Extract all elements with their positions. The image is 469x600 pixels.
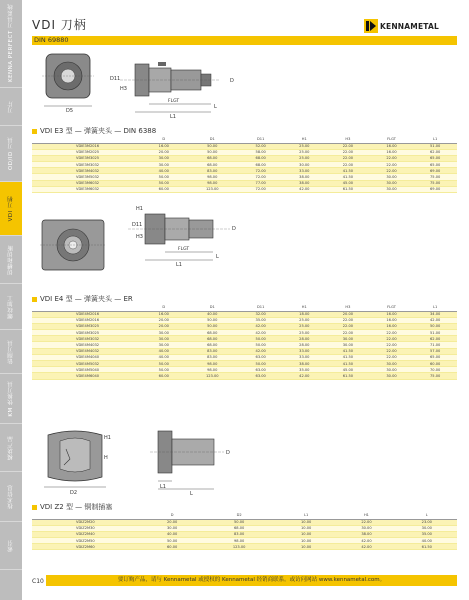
part-number-cell: VDIE3M3032 xyxy=(32,162,142,168)
dimension-cell: 68.00 xyxy=(202,525,276,531)
dimension-cell: 83.00 xyxy=(202,531,276,537)
dimension-cell: 25.00 xyxy=(283,323,327,329)
part-number-cell: VDIZ2M40 xyxy=(32,531,142,537)
svg-text:D5: D5 xyxy=(66,108,74,114)
dimension-cell: 42.00 xyxy=(239,348,283,354)
dimension-cell: 75.00 xyxy=(413,373,457,379)
table-row xyxy=(32,544,457,550)
dimension-cell: 50.00 xyxy=(239,336,283,342)
dimension-cell: 20.00 xyxy=(142,317,186,323)
dimension-cell: 30.00 xyxy=(397,525,457,531)
dimension-cell: 38.00 xyxy=(283,174,327,180)
dimension-cell: 68.00 xyxy=(186,330,239,336)
svg-text:D: D xyxy=(230,78,234,84)
side-tab-inserts[interactable] xyxy=(0,88,22,126)
dimension-cell: 50.00 xyxy=(142,174,186,180)
column-header: D11 xyxy=(239,136,283,143)
dimension-cell: 68.00 xyxy=(186,155,239,161)
dimension-cell: 30.00 xyxy=(326,336,370,342)
dimension-cell: 65.00 xyxy=(413,354,457,360)
dimension-cell: 123.00 xyxy=(186,186,239,192)
part-number-cell: VDIE4M4032 xyxy=(32,342,142,348)
dimension-cell: 20.00 xyxy=(142,323,186,329)
dimension-cell: 22.00 xyxy=(326,143,370,149)
dimension-cell: 75.00 xyxy=(413,174,457,180)
table-header-row xyxy=(32,304,457,311)
dimension-cell: 30.00 xyxy=(142,330,186,336)
dimension-cell: 42.00 xyxy=(283,186,327,192)
dimension-cell: 50.00 xyxy=(239,342,283,348)
dimension-cell: 38.00 xyxy=(283,361,327,367)
dimension-cell: 30.00 xyxy=(370,373,414,379)
dimension-cell: 22.00 xyxy=(326,323,370,329)
dimension-cell: 30.00 xyxy=(142,342,186,348)
svg-text:L1: L1 xyxy=(160,484,166,490)
dimension-cell: 98.00 xyxy=(186,361,239,367)
part-number-cell: VDIE4M3025 xyxy=(32,323,142,329)
part-number-cell: VDIZ2M20 xyxy=(32,519,142,525)
dimension-cell: 98.00 xyxy=(186,367,239,373)
svg-text:D: D xyxy=(232,226,236,232)
dimension-cell: 60.00 xyxy=(413,361,457,367)
dimension-cell: 18.00 xyxy=(283,311,327,317)
dimension-cell: 63.00 xyxy=(239,354,283,360)
svg-text:D: D xyxy=(226,450,230,456)
dimension-cell: 10.00 xyxy=(276,538,336,544)
dimension-cell: 22.00 xyxy=(326,149,370,155)
table-header-row xyxy=(32,512,457,519)
dimension-cell: 50.00 xyxy=(142,180,186,186)
column-header: FLGT xyxy=(370,136,414,143)
dimension-cell: 42.00 xyxy=(283,373,327,379)
column-header: H3 xyxy=(326,304,370,311)
dimension-cell: 41.50 xyxy=(326,361,370,367)
dimension-cell: 20.00 xyxy=(142,149,186,155)
side-tab-label: KENNA PERFECT 刀具系统 xyxy=(8,4,14,83)
dimension-cell: 65.00 xyxy=(413,162,457,168)
dimension-cell: 30.00 xyxy=(336,525,396,531)
dimension-cell: 32.00 xyxy=(239,311,283,317)
dimension-cell: 41.50 xyxy=(326,168,370,174)
svg-text:D11: D11 xyxy=(110,76,121,82)
section-marker-icon xyxy=(32,297,37,302)
dimension-cell: 10.00 xyxy=(276,525,336,531)
dimension-cell: 22.00 xyxy=(326,317,370,323)
dimension-cell: 40.00 xyxy=(142,348,186,354)
logo-wordmark: KENNAMETAL xyxy=(380,21,439,31)
dimension-cell: 25.00 xyxy=(283,317,327,323)
dimension-cell: 30.00 xyxy=(283,162,327,168)
svg-text:H: H xyxy=(104,455,108,461)
dimension-cell: 42.00 xyxy=(336,538,396,544)
dimension-cell: 50.00 xyxy=(186,143,239,149)
kennametal-logo-icon xyxy=(364,19,378,33)
dimension-cell: 16.00 xyxy=(370,323,414,329)
dimension-cell: 10.00 xyxy=(276,531,336,537)
column-header: L xyxy=(397,512,457,519)
dimension-cell: 10.00 xyxy=(276,519,336,525)
svg-text:H3: H3 xyxy=(136,234,143,240)
dimension-cell: 25.00 xyxy=(283,149,327,155)
part-number-cell: VDIE4M4032 xyxy=(32,348,142,354)
column-header: L1 xyxy=(276,512,336,519)
section-marker-icon xyxy=(32,129,37,134)
dimension-cell: 61.50 xyxy=(326,186,370,192)
dimension-cell: 25.00 xyxy=(283,330,327,336)
brand-logo xyxy=(364,18,439,34)
part-number-cell: VDIE4M2016 xyxy=(32,317,142,323)
dimension-cell: 50.00 xyxy=(186,317,239,323)
dimension-cell: 30.00 xyxy=(326,342,370,348)
dimension-cell: 72.00 xyxy=(239,186,283,192)
dimension-cell: 68.00 xyxy=(239,155,283,161)
dimension-cell: 30.00 xyxy=(370,367,414,373)
column-header xyxy=(32,136,142,143)
dimension-cell: 33.00 xyxy=(283,354,327,360)
z2-plug-drawing xyxy=(40,425,250,495)
side-tab-label: VDI 刀柄 xyxy=(8,195,14,222)
dimension-cell: 35.00 xyxy=(397,531,457,537)
dimension-cell: 16.00 xyxy=(142,143,186,149)
dimension-cell: 123.00 xyxy=(186,373,239,379)
dimension-cell: 69.00 xyxy=(413,186,457,192)
dimension-cell: 60.00 xyxy=(142,373,186,379)
side-tab-label: OD/ID 刀具 xyxy=(8,136,14,171)
dimension-cell: 61.50 xyxy=(326,373,370,379)
dimension-cell: 40.00 xyxy=(142,168,186,174)
section-title-e3 xyxy=(32,126,156,136)
dimension-cell: 75.00 xyxy=(413,180,457,186)
side-tab-index[interactable] xyxy=(0,522,22,570)
side-tab-technical[interactable] xyxy=(0,472,22,522)
dimension-cell: 22.00 xyxy=(370,342,414,348)
side-navigation xyxy=(0,0,22,600)
part-number-cell: VDIZ2M60 xyxy=(32,544,142,550)
side-tab-grooving[interactable] xyxy=(0,236,22,284)
footer-contact-bar: 要订购产品，请与 Kennametal 或授权的 Kennametal 经销商联系。或访问网站 www.kennametal.com。 xyxy=(46,575,457,586)
dimension-cell: 16.00 xyxy=(142,311,186,317)
column-header: D1 xyxy=(186,136,239,143)
svg-text:D11: D11 xyxy=(132,222,143,228)
section-title-z2 xyxy=(32,502,112,512)
dimension-cell: 28.00 xyxy=(283,336,327,342)
column-header: L1 xyxy=(413,304,457,311)
dimension-cell: 22.00 xyxy=(336,519,396,525)
dimension-cell: 16.00 xyxy=(370,149,414,155)
dimension-cell: 30.00 xyxy=(370,186,414,192)
dimension-cell: 22.00 xyxy=(370,354,414,360)
dimension-cell: 65.00 xyxy=(413,155,457,161)
dimension-cell: 42.00 xyxy=(239,323,283,329)
side-tab-label: KM 快换刀具 xyxy=(8,380,14,417)
column-header: H1 xyxy=(336,512,396,519)
e3-spec-table xyxy=(32,136,457,193)
dimension-cell: 41.50 xyxy=(326,354,370,360)
side-tab-od-id[interactable] xyxy=(0,126,22,182)
svg-text:H1: H1 xyxy=(136,206,143,212)
dimension-cell: 28.00 xyxy=(283,342,327,348)
dimension-cell: 68.00 xyxy=(186,342,239,348)
side-tab-drilling[interactable] xyxy=(0,330,22,374)
dimension-cell: 16.00 xyxy=(370,317,414,323)
dimension-cell: 50.00 xyxy=(239,361,283,367)
dimension-cell: 77.00 xyxy=(239,180,283,186)
dimension-cell: 60.00 xyxy=(142,186,186,192)
dimension-cell: 68.00 xyxy=(239,162,283,168)
svg-text:H1: H1 xyxy=(104,435,111,441)
svg-text:FLGT: FLGT xyxy=(178,247,190,252)
dimension-cell: 40.00 xyxy=(142,531,202,537)
dimension-cell: 83.00 xyxy=(186,168,239,174)
dimension-cell: 25.00 xyxy=(283,155,327,161)
dimension-cell: 40.00 xyxy=(142,354,186,360)
dimension-cell: 16.00 xyxy=(370,311,414,317)
e3-holder-drawing xyxy=(40,50,250,122)
svg-text:L: L xyxy=(190,491,193,495)
part-number-cell: VDIE4M3032 xyxy=(32,336,142,342)
column-header: D1 xyxy=(186,304,239,311)
e4-spec-table xyxy=(32,304,457,380)
din-standard-bar: DIN 69880 xyxy=(32,36,457,45)
dimension-cell: 34.00 xyxy=(413,311,457,317)
column-header xyxy=(32,512,142,519)
section-title-text: VDI Z2 型 — 铜制插塞 xyxy=(40,503,113,511)
part-number-cell: VDIE3M5032 xyxy=(32,174,142,180)
dimension-cell: 98.00 xyxy=(186,174,239,180)
section-title-text: VDI E3 型 — 弹簧夹头 — DIN 6388 xyxy=(40,127,157,135)
part-number-cell: VDIE3M6032 xyxy=(32,186,142,192)
dimension-cell: 20.00 xyxy=(142,519,202,525)
dimension-cell: 72.00 xyxy=(239,168,283,174)
dimension-cell: 30.00 xyxy=(142,336,186,342)
dimension-cell: 42.00 xyxy=(239,330,283,336)
dimension-cell: 51.00 xyxy=(413,143,457,149)
table-header-row xyxy=(32,136,457,143)
dimension-cell: 30.00 xyxy=(370,174,414,180)
side-tab-label: 钻削刀具 xyxy=(8,339,14,364)
table-row xyxy=(32,186,457,192)
side-tab-modular[interactable] xyxy=(0,424,22,472)
part-number-cell: VDIE3M3025 xyxy=(32,155,142,161)
part-number-cell: VDIE4M2016 xyxy=(32,311,142,317)
column-header: L1 xyxy=(413,136,457,143)
dimension-cell: 62.00 xyxy=(413,149,457,155)
dimension-cell: 33.00 xyxy=(283,348,327,354)
dimension-cell: 52.00 xyxy=(239,143,283,149)
svg-text:FLGT: FLGT xyxy=(168,99,180,104)
column-header: D xyxy=(142,304,186,311)
dimension-cell: 30.00 xyxy=(370,180,414,186)
dimension-cell: 10.00 xyxy=(276,544,336,550)
dimension-cell: 35.00 xyxy=(239,317,283,323)
part-number-cell: VDIE4M5040 xyxy=(32,367,142,373)
column-header: D11 xyxy=(239,304,283,311)
side-tab-label: 模块产品 xyxy=(8,435,14,460)
dimension-cell: 22.00 xyxy=(370,162,414,168)
dimension-cell: 38.00 xyxy=(283,180,327,186)
dimension-cell: 45.00 xyxy=(326,367,370,373)
dimension-cell: 41.50 xyxy=(326,174,370,180)
dimension-cell: 51.00 xyxy=(413,330,457,336)
dimension-cell: 30.00 xyxy=(142,162,186,168)
dimension-cell: 41.50 xyxy=(326,348,370,354)
e4-holder-drawing xyxy=(40,200,250,280)
dimension-cell: 62.00 xyxy=(413,336,457,342)
column-header: H3 xyxy=(326,136,370,143)
svg-text:H3: H3 xyxy=(120,86,127,92)
dimension-cell: 83.00 xyxy=(186,348,239,354)
part-number-cell: VDIZ2M50 xyxy=(32,538,142,544)
side-tab-threading[interactable] xyxy=(0,284,22,330)
dimension-cell: 22.00 xyxy=(326,330,370,336)
dimension-cell: 16.00 xyxy=(370,143,414,149)
table-row xyxy=(32,373,457,379)
part-number-cell: VDIE3M6032 xyxy=(32,180,142,186)
column-header: H1 xyxy=(283,304,327,311)
part-number-cell: VDIE3M2016 xyxy=(32,143,142,149)
svg-text:L: L xyxy=(216,254,219,260)
dimension-cell: 30.00 xyxy=(142,155,186,161)
part-number-cell: VDIE4M6040 xyxy=(32,373,142,379)
dimension-cell: 45.00 xyxy=(326,180,370,186)
side-tab-label: 螺纹加工 xyxy=(8,294,14,319)
page-number: C10 xyxy=(32,578,44,585)
dimension-cell: 42.00 xyxy=(413,317,457,323)
dimension-cell: 70.00 xyxy=(413,367,457,373)
dimension-cell: 42.00 xyxy=(336,544,396,550)
dimension-cell: 30.00 xyxy=(370,361,414,367)
dimension-cell: 63.00 xyxy=(239,373,283,379)
dimension-cell: 25.00 xyxy=(283,143,327,149)
dimension-cell: 68.00 xyxy=(186,162,239,168)
dimension-cell: 40.00 xyxy=(186,311,239,317)
column-header xyxy=(32,304,142,311)
dimension-cell: 20.00 xyxy=(326,311,370,317)
section-title-text: VDI E4 型 — 弹簧夹头 — ER xyxy=(40,295,133,303)
dimension-cell: 23.00 xyxy=(397,519,457,525)
dimension-cell: 38.00 xyxy=(336,531,396,537)
dimension-cell: 68.00 xyxy=(186,336,239,342)
dimension-cell: 98.00 xyxy=(186,180,239,186)
side-tab-label: 索引 xyxy=(8,539,14,552)
dimension-cell: 69.00 xyxy=(413,168,457,174)
column-header: H1 xyxy=(283,136,327,143)
dimension-cell: 50.00 xyxy=(142,367,186,373)
dimension-cell: 63.00 xyxy=(239,367,283,373)
side-tab-kenna-perfect[interactable] xyxy=(0,0,22,88)
dimension-cell: 58.00 xyxy=(239,149,283,155)
side-tab-km[interactable] xyxy=(0,374,22,424)
dimension-cell: 35.00 xyxy=(283,367,327,373)
dimension-cell: 50.00 xyxy=(186,149,239,155)
dimension-cell: 50.00 xyxy=(202,519,276,525)
dimension-cell: 22.00 xyxy=(370,336,414,342)
dimension-cell: 50.00 xyxy=(186,323,239,329)
dimension-cell: 22.00 xyxy=(370,155,414,161)
dimension-cell: 71.00 xyxy=(413,342,457,348)
page-title: VDI 刀柄 xyxy=(32,18,87,32)
dimension-cell: 60.00 xyxy=(142,544,202,550)
dimension-cell: 22.00 xyxy=(326,162,370,168)
column-header: D xyxy=(142,512,202,519)
part-number-cell: VDIE4M5032 xyxy=(32,361,142,367)
side-tab-label: 技术信息 xyxy=(8,484,14,509)
side-tab-label: 刀片 xyxy=(8,100,14,113)
dimension-cell: 98.00 xyxy=(202,538,276,544)
section-title-e4 xyxy=(32,294,133,304)
side-tab-label: 切槽和切断 xyxy=(8,244,14,275)
dimension-cell: 61.50 xyxy=(397,544,457,550)
dimension-cell: 57.00 xyxy=(413,348,457,354)
dimension-cell: 50.00 xyxy=(142,538,202,544)
side-tab-vdi[interactable] xyxy=(0,182,22,236)
dimension-cell: 72.00 xyxy=(239,174,283,180)
column-header: D2 xyxy=(202,512,276,519)
svg-text:D2: D2 xyxy=(70,490,78,495)
part-number-cell: VDIE4M3025 xyxy=(32,330,142,336)
dimension-cell: 50.00 xyxy=(413,323,457,329)
column-header: D xyxy=(142,136,186,143)
svg-text:L1: L1 xyxy=(176,262,182,268)
svg-text:L1: L1 xyxy=(170,114,176,120)
part-number-cell: VDIE4M4040 xyxy=(32,354,142,360)
part-number-cell: VDIE3M2025 xyxy=(32,149,142,155)
dimension-cell: 33.00 xyxy=(283,168,327,174)
dimension-cell: 22.00 xyxy=(370,168,414,174)
dimension-cell: 22.00 xyxy=(370,330,414,336)
z2-spec-table xyxy=(32,512,457,550)
section-marker-icon xyxy=(32,505,37,510)
dimension-cell: 40.00 xyxy=(397,538,457,544)
dimension-cell: 22.00 xyxy=(326,155,370,161)
column-header: FLGT xyxy=(370,304,414,311)
svg-text:L: L xyxy=(214,104,217,110)
dimension-cell: 50.00 xyxy=(142,361,186,367)
dimension-cell: 83.00 xyxy=(186,354,239,360)
part-number-cell: VDIZ2M30 xyxy=(32,525,142,531)
part-number-cell: VDIE3M4032 xyxy=(32,168,142,174)
dimension-cell: 22.00 xyxy=(370,348,414,354)
dimension-cell: 30.00 xyxy=(142,525,202,531)
dimension-cell: 123.00 xyxy=(202,544,276,550)
